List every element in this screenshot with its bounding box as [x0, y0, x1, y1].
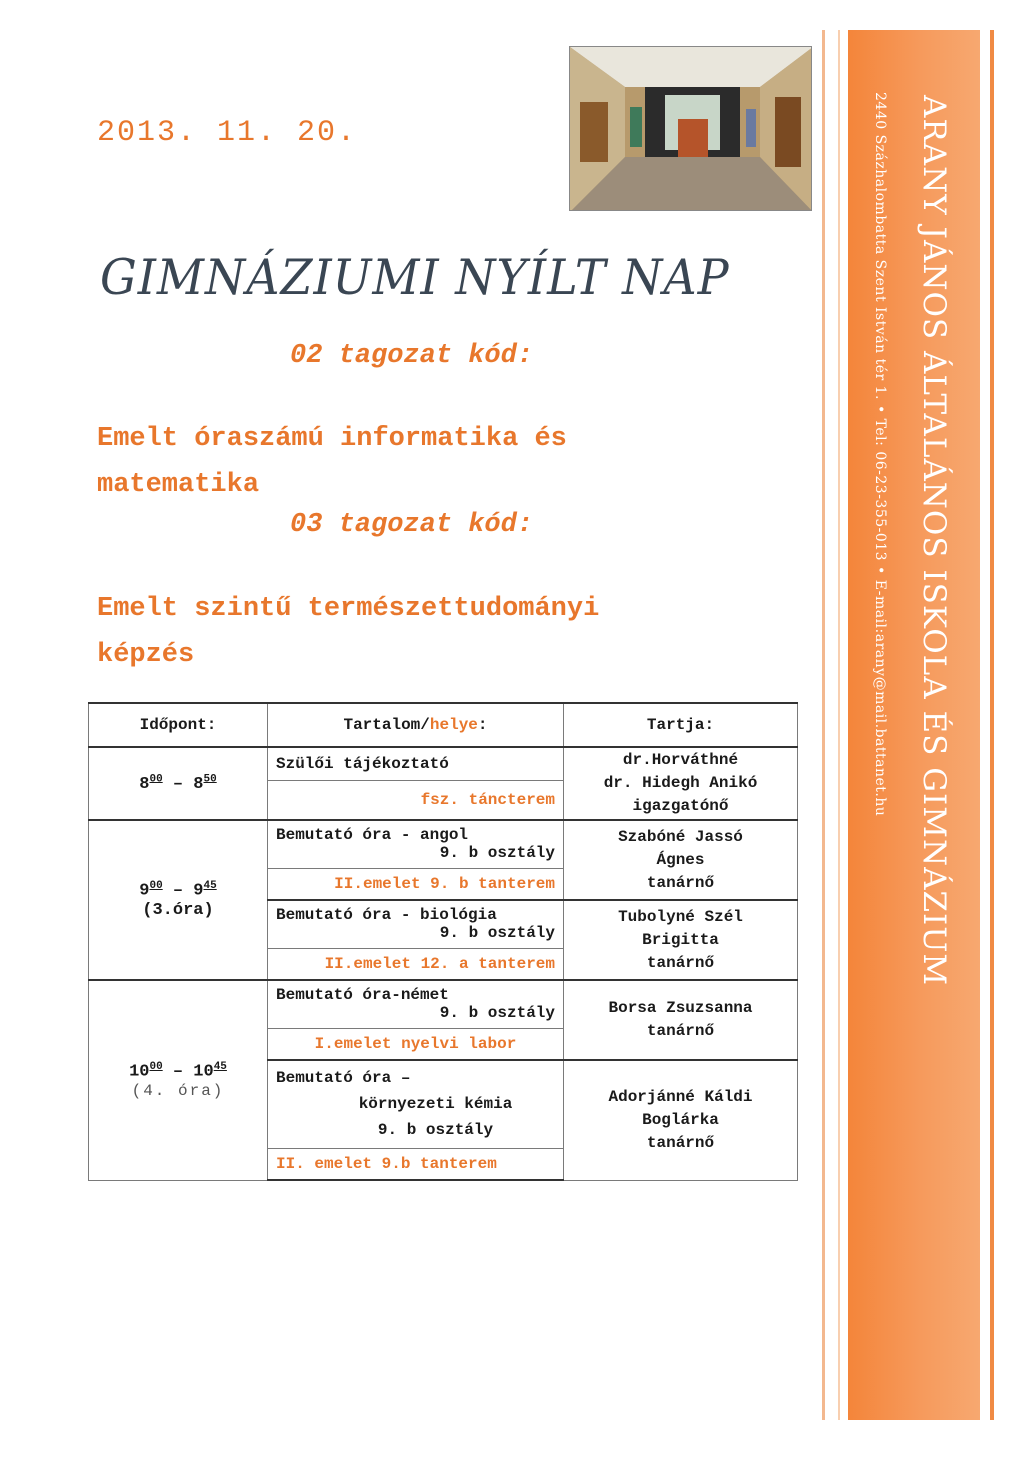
session-location: I.emelet nyelvi labor — [268, 1028, 564, 1060]
table-row — [89, 820, 798, 868]
column-header-content: Tartalom/helye: — [268, 703, 564, 747]
session-location: fsz. táncterem — [268, 780, 564, 820]
table-header-row — [89, 703, 798, 747]
school-name: ARANY JÁNOS ÁLTALÁNOS ISKOLA ÉS GIMNÁZIUM — [916, 95, 952, 987]
program-line: Emelt szintű természettudományi — [97, 594, 600, 624]
time-slot: $9^{00} - 9^{45}$ (3.óra) — [89, 820, 268, 980]
event-date: 2013. 11. 20. — [97, 116, 358, 150]
table-row — [89, 747, 798, 780]
time-slot: $8^{00} - 8^{50}$ — [89, 747, 268, 820]
column-header-time: Időpont: — [89, 703, 268, 747]
session-location: II.emelet 9. b tanterem — [268, 868, 564, 900]
program-code-02: 02 tagozat kód: — [290, 341, 534, 371]
program-code-03: 03 tagozat kód: — [290, 510, 534, 540]
teacher-cell: dr.Horváthné dr. Hidegh Anikó igazgatónő — [564, 747, 798, 820]
program-line: képzés — [97, 640, 195, 670]
session-title: Bemutató óra - biológia 9. b osztály — [268, 900, 564, 948]
session-title: Bemutató óra-német 9. b osztály — [268, 980, 564, 1028]
time-slot: $10^{00} - 10^{45}$ (4. óra) — [89, 980, 268, 1180]
school-contact: 2440 Százhalombatta Szent István tér 1. • Tel: 06-23-355-013 • E-mail:arany@mail.battanet.hu — [872, 92, 888, 817]
program-line: Emelt óraszámú informatika és — [97, 424, 567, 454]
session-title: Bemutató óra – környezeti kémia 9. b osztály — [268, 1060, 564, 1148]
teacher-cell: Szabóné Jassó Ágnes tanárnő — [564, 820, 798, 900]
teacher-cell: Tubolyné Szél Brigitta tanárnő — [564, 900, 798, 980]
session-title: Bemutató óra - angol 9. b osztály — [268, 820, 564, 868]
program-description-02 — [97, 416, 777, 508]
program-line: matematika — [97, 470, 260, 500]
teacher-cell: Adorjánné Káldi Boglárka tanárnő — [564, 1060, 798, 1180]
school-corridor-photo — [569, 46, 812, 211]
side-rule — [990, 30, 994, 1420]
page-title: GIMNÁZIUMI NYÍLT NAP — [100, 248, 730, 306]
side-rule — [822, 30, 825, 1420]
session-location: II.emelet 12. a tanterem — [268, 948, 564, 980]
table-row — [89, 980, 798, 1028]
side-band — [848, 30, 980, 1420]
program-description-03 — [97, 586, 777, 678]
teacher-cell: Borsa Zsuzsanna tanárnő — [564, 980, 798, 1060]
session-location: II. emelet 9.b tanterem — [268, 1148, 564, 1180]
side-rule — [838, 30, 840, 1420]
session-title: Szülői tájékoztató — [268, 747, 564, 780]
column-header-teacher: Tartja: — [564, 703, 798, 747]
schedule-table — [88, 702, 798, 1181]
